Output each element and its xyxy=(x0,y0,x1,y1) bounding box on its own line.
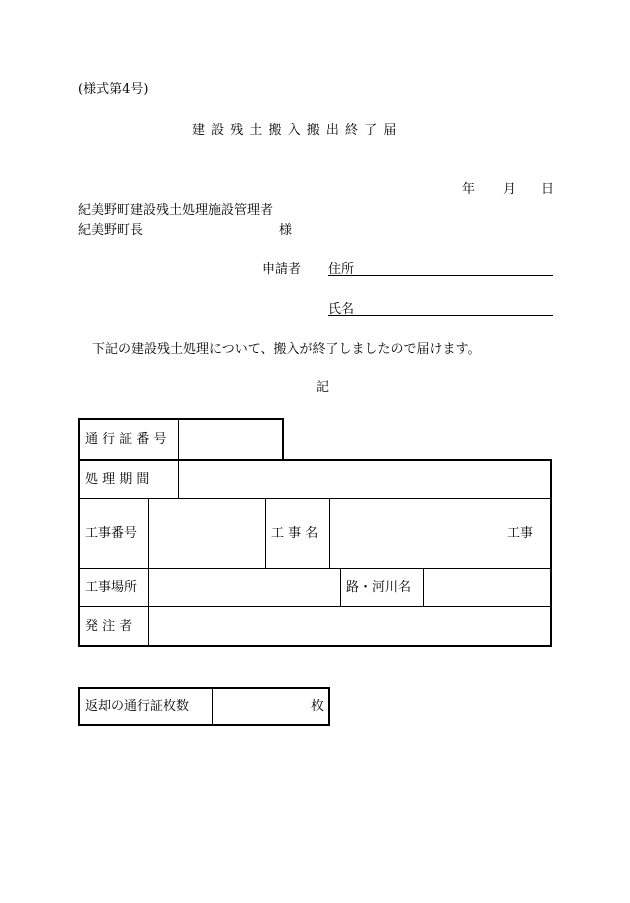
project-name-label: 工 事 名 xyxy=(271,526,319,541)
returned-permits-field[interactable] xyxy=(214,689,308,723)
row-divider-1 xyxy=(79,498,550,499)
row-divider-2 xyxy=(79,568,550,569)
period-field[interactable] xyxy=(180,461,549,497)
label-column-divider xyxy=(148,498,149,645)
date-year: 年 xyxy=(462,182,476,197)
route-right-divider xyxy=(423,568,424,606)
applicant-address-line[interactable] xyxy=(328,275,553,276)
body-text: 下記の建設残土処理について、搬入が終了しましたので届けます。 xyxy=(92,342,481,357)
returned-permits-label: 返却の通行証枚数 xyxy=(85,699,190,714)
date-month: 月 xyxy=(503,182,517,197)
site-label: 工事場所 xyxy=(85,580,138,595)
addressee-honorific: 様 xyxy=(279,223,293,238)
route-label: 路・河川名 xyxy=(346,580,412,595)
client-field[interactable] xyxy=(150,608,549,644)
form-title: 建 設 残 土 搬 入 搬 出 終 了 届 xyxy=(192,123,398,138)
period-label: 処 理 期 間 xyxy=(85,472,150,487)
period-divider xyxy=(178,460,179,498)
date-day: 日 xyxy=(541,182,555,197)
permit-number-field[interactable] xyxy=(180,420,280,458)
project-suffix: 工事 xyxy=(507,526,534,541)
permit-number-label: 通 行 証 番 号 xyxy=(85,432,167,447)
row-divider-3 xyxy=(79,606,550,607)
project-number-field[interactable] xyxy=(150,500,264,567)
note-heading: 記 xyxy=(316,380,330,395)
project-number-label: 工事番号 xyxy=(85,526,138,541)
project-name-divider xyxy=(329,498,330,568)
applicant-name-label: 氏名 xyxy=(328,302,355,317)
form-number: (様式第4号) xyxy=(78,82,149,97)
returned-permits-divider xyxy=(212,688,213,724)
permit-number-divider xyxy=(178,419,179,459)
site-field[interactable] xyxy=(150,570,339,605)
addressee-line2: 紀美野町長 xyxy=(78,223,144,238)
addressee-line1: 紀美野町建設残土処理施設管理者 xyxy=(78,203,274,218)
client-label: 発 注 者 xyxy=(85,619,133,634)
route-field[interactable] xyxy=(425,570,549,605)
applicant-label: 申請者 xyxy=(262,262,302,277)
route-left-divider xyxy=(340,568,341,606)
applicant-name-line[interactable] xyxy=(328,315,553,316)
project-number-divider xyxy=(265,498,266,568)
applicant-address-label: 住所 xyxy=(328,262,355,277)
returned-permits-unit: 枚 xyxy=(311,699,325,714)
project-name-field[interactable] xyxy=(331,500,501,567)
